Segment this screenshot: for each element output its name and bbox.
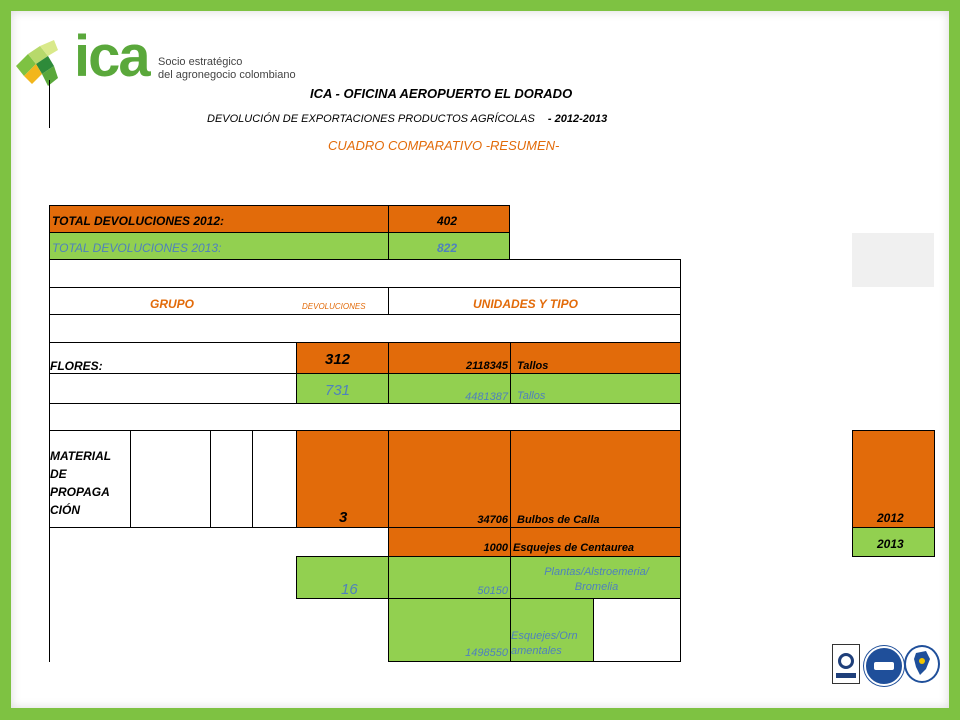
subtitle-text: DEVOLUCIÓN DE EXPORTACIONES PRODUCTOS AGRÍCOLAS — [207, 113, 535, 125]
flores-2012-units-cell — [388, 342, 511, 374]
iqnet-seal-icon — [864, 646, 904, 686]
material-row4-type — [511, 629, 578, 659]
flores-2013-type: Tallos — [517, 390, 546, 402]
material-row4-type-line-1: Esquejes/Orn — [511, 630, 578, 642]
material-row3-units: 50150 — [477, 585, 508, 597]
ica-logo — [14, 36, 76, 97]
material-label-line-1: MATERIAL — [50, 449, 112, 463]
report-title: CUADRO COMPARATIVO -RESUMEN- — [328, 138, 560, 153]
flores-label-cell — [49, 342, 297, 374]
material-row3-type-line-2: Bromelia — [574, 581, 619, 593]
flores-2013-units-cell — [388, 373, 511, 404]
legend-2013-cell — [852, 527, 935, 557]
material-row2-units: 1000 — [483, 542, 508, 554]
colombia-seal-icon — [904, 645, 940, 683]
total-2012-label: TOTAL DEVOLUCIONES 2012: — [52, 214, 225, 228]
icontec-seal-icon — [832, 644, 860, 684]
material-row2-type: Esquejes de Centaurea — [513, 542, 635, 554]
page-title: ICA - OFICINA AEROPUERTO EL DORADO — [310, 86, 573, 101]
colombia-map-icon — [906, 647, 938, 681]
flores-2013-type-cell — [510, 373, 681, 404]
material-blank-2 — [210, 430, 253, 528]
material-blank-1 — [130, 430, 211, 528]
material-row4-blank — [593, 598, 681, 662]
material-row3-type — [511, 565, 682, 595]
ica-logo-text: ica — [74, 24, 149, 89]
ica-tagline — [158, 56, 296, 82]
material-row2-type-cell — [510, 527, 681, 557]
material-label-line-4: CIÓN — [50, 503, 80, 517]
flores-2012-type: Tallos — [517, 360, 549, 372]
total-2013-label-cell — [49, 232, 389, 260]
flores-blank-cell — [49, 373, 297, 404]
legend-2012: 2012 — [877, 511, 904, 525]
material-label-line-2: DE — [50, 467, 67, 481]
flores-2012-dev-cell — [296, 342, 389, 374]
header-divider — [49, 80, 50, 128]
header-unidades: UNIDADES Y TIPO — [473, 297, 578, 311]
subtitle-years: - 2012-2013 — [547, 113, 608, 125]
total-2013-value: 822 — [437, 241, 458, 255]
material-left-border — [49, 527, 50, 662]
header-unidades-cell — [388, 287, 681, 315]
ica-logo-icon — [14, 36, 76, 92]
material-label — [50, 447, 111, 519]
material-row3-units-cell — [388, 556, 511, 599]
spacer-row-2 — [49, 314, 681, 343]
placeholder-box — [852, 233, 934, 287]
material-row4-units-cell — [388, 598, 511, 662]
material-2013-dev-cell — [296, 556, 389, 599]
flores-2012-type-cell — [510, 342, 681, 374]
material-row4-type-line-2: amentales — [511, 645, 562, 657]
total-2013-label: TOTAL DEVOLUCIONES 2013: — [52, 241, 222, 255]
total-2012-label-cell — [49, 205, 389, 233]
page-subtitle — [207, 113, 607, 125]
material-2012-dev-cell — [296, 430, 389, 528]
material-row1-type: Bulbos de Calla — [517, 514, 600, 526]
flores-2013-dev-cell — [296, 373, 389, 404]
material-row3-type-line-1: Plantas/Alstroemeria/ — [544, 566, 649, 578]
material-label-line-3: PROPAGA — [50, 485, 110, 499]
flores-label: FLORES: — [50, 359, 103, 373]
flores-2012-dev: 312 — [325, 351, 351, 368]
spacer-row-3 — [49, 403, 681, 431]
header-devoluciones: DEVOLUCIONES — [302, 302, 366, 311]
total-2013-value-cell — [388, 232, 510, 260]
header-grupo: GRUPO — [150, 297, 195, 311]
material-label-cell — [49, 430, 131, 528]
material-row1-units: 34706 — [477, 514, 508, 526]
material-blank-3 — [252, 430, 297, 528]
material-row2-units-cell — [388, 527, 511, 557]
legend-2013: 2013 — [877, 537, 904, 551]
tagline-line-2: del agronegocio colombiano — [158, 69, 296, 81]
material-row1-type-cell — [510, 430, 681, 528]
flores-2012-units: 2118345 — [465, 360, 508, 372]
spacer-row — [49, 259, 681, 288]
header-grupo-cell — [49, 287, 389, 315]
material-row4-units: 1498550 — [465, 647, 508, 659]
material-2013-dev: 16 — [341, 581, 358, 598]
flores-2013-dev: 731 — [325, 382, 351, 399]
material-2012-dev: 3 — [339, 509, 348, 526]
flores-2013-units: 4481387 — [465, 391, 508, 403]
legend-2012-cell — [852, 430, 935, 528]
material-row4-type-cell — [510, 598, 594, 662]
tagline-line-1: Socio estratégico — [158, 56, 243, 68]
total-2012-value-cell — [388, 205, 510, 233]
material-row3-type-cell — [510, 556, 681, 599]
material-row1-units-cell — [388, 430, 511, 528]
total-2012-value: 402 — [437, 214, 458, 228]
material-divider — [49, 527, 389, 528]
